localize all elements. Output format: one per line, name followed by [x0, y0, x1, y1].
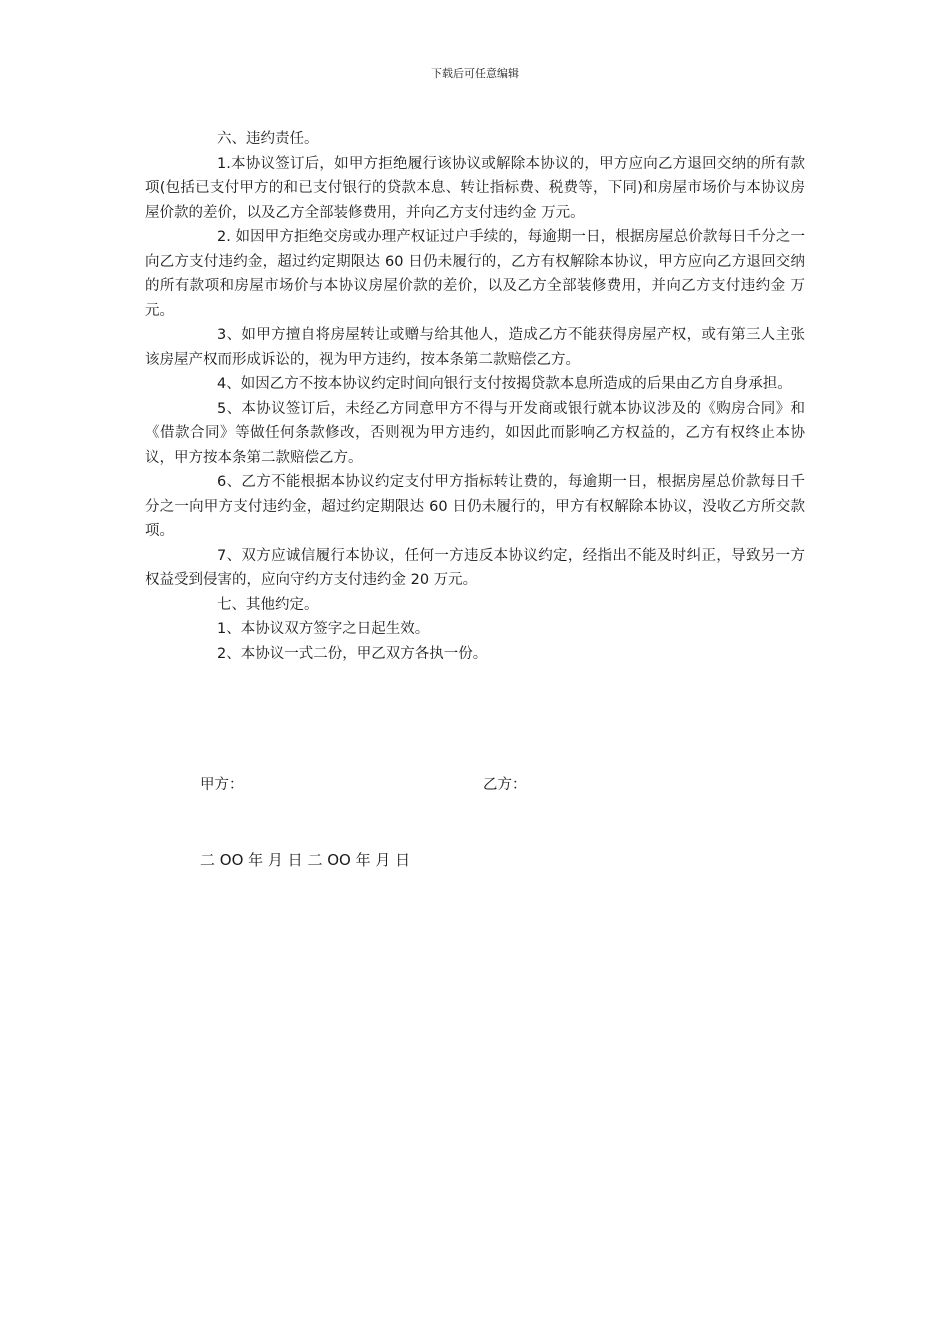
page-header-note: 下载后可任意编辑: [431, 67, 519, 80]
clause-paragraph: 3、如甲方擅自将房屋转让或赠与给其他人，造成乙方不能获得房屋产权，或有第三人主张该房屋产权而形成诉讼的，视为甲方违约，按本条第二款赔偿乙方。: [145, 327, 805, 368]
signature-row: [200, 774, 800, 796]
clause-paragraph: 2、本协议一式二份，甲乙双方各执一份。: [217, 645, 488, 662]
clause-paragraph: 2. 如因甲方拒绝交房或办理产权证过户手续的，每逾期一日，根据房屋总价款每日千分之一向乙方支付违约金，超过约定期限达 60 日仍未履行的，乙方有权解除本协议，甲方应向乙方退回交纳的所有款项和房屋市场价与本协议房屋价款的差价，以及乙方全部装修费用，并向乙方支付违约金 万元。: [145, 229, 805, 319]
clause-paragraph: 7、双方应诚信履行本协议，任何一方违反本协议约定，经指出不能及时纠正，导致另一方权益受到侵害的，应向守约方支付违约金 20 万元。: [145, 547, 805, 588]
clause-paragraph: 4、如因乙方不按本协议约定时间向银行支付按揭贷款本息所造成的后果由乙方自身承担。: [217, 376, 792, 392]
clause-paragraph: 6、乙方不能根据本协议约定支付甲方指标转让费的，每逾期一日，根据房屋总价款每日千分之一向甲方支付违约金，超过约定期限达 60 日仍未履行的，甲方有权解除本协议，没收乙方所交款项。: [145, 474, 805, 539]
section-heading-breach: 六、违约责任。: [217, 131, 319, 147]
clause-paragraph: 5、本协议签订后，未经乙方同意甲方不得与开发商或银行就本协议涉及的《购房合同》和《借款合同》等做任何条款修改，否则视为甲方违约，如因此而影响乙方权益的，乙方有权终止本协议，甲方按本条第二款赔偿乙方。: [145, 400, 805, 466]
signing-date-line: 二 OO 年 月 日 二 OO 年 月 日: [200, 851, 411, 869]
clause-paragraph: 1.本协议签订后，如甲方拒绝履行该协议或解除本协议的，甲方应向乙方退回交纳的所有款项(包括已支付甲方的和已支付银行的贷款本息、转让指标费、税费等，下同)和房屋市场价与本协议房屋价款的差价，以及乙方全部装修费用，并向乙方支付违约金 万元。: [145, 155, 805, 221]
section-heading-other: 七、其他约定。: [217, 596, 319, 613]
contract-body: [145, 127, 805, 666]
party-a-signature-label: 甲方：: [200, 777, 244, 793]
party-b-signature-label: 乙方：: [483, 777, 527, 793]
clause-paragraph: 1、本协议双方签字之日起生效。: [217, 621, 430, 637]
